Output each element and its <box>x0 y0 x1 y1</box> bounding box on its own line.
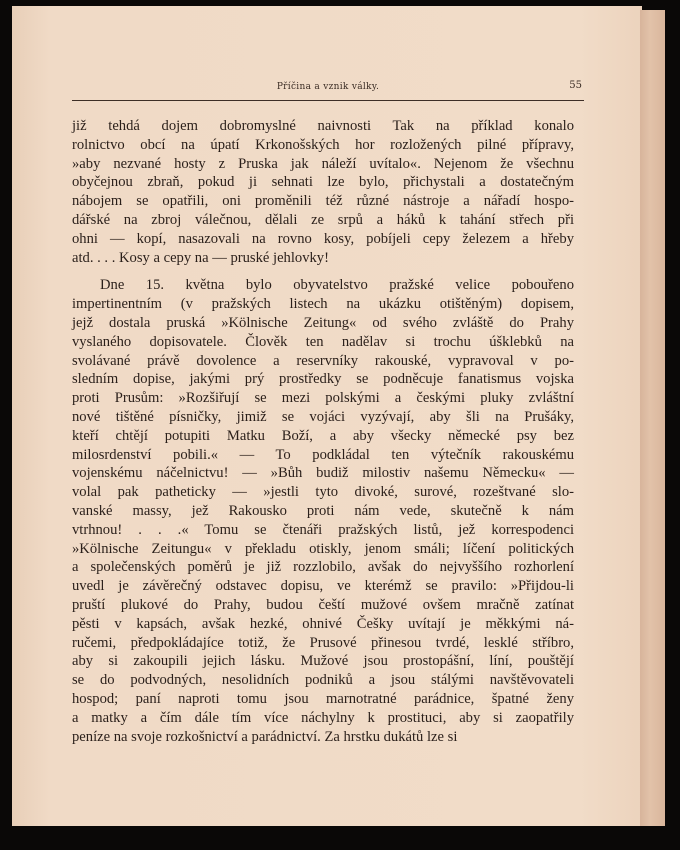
text-line: vojenskému náčelnictvu! — »Bůh budiž milostiv našemu Německu« — <box>72 465 574 482</box>
text-line: atd. . . . Kosy a cepy na — pruské jehlovky! <box>72 249 329 266</box>
text-line: rolnictvo obcí na úpatí Krkonošských hor rozložených pilné přípravy, <box>72 136 574 153</box>
text-line: obyčejnou zbraň, pokud ji sehnati lze bylo, přichystali a dostatečným <box>72 174 574 191</box>
text-line: »Kölnische Zeitungu« v překladu otiskly, jenom smáli; líčení politických <box>72 540 574 557</box>
text-line: milosrdenství pobili.« — To podkládal ten výtečník rakouskému <box>72 446 574 463</box>
text-line: dářské na zbroj válečnou, dělali ze srpů a háků k tahání střech při <box>72 211 574 228</box>
page-number: 55 <box>569 80 582 91</box>
text-line: nové tištěné písničky, jimiž se vojáci vyzývají, aby šli na Prušáky, <box>72 408 574 425</box>
text-line: uvedl je závěrečný odstavec dopisu, ve kterémž se pravilo: »Přijdou-li <box>72 578 574 595</box>
text-line: vyslaného dopisovatele. Člověk ten nadělav si trochu úšklebků na <box>72 333 574 350</box>
text-line: proti Prusům: »Rozšiřují se mezi polskými a českými pluky zvláštní <box>72 390 574 407</box>
text-line: a společenských poměrů je již rozzlobilo, avšak do nejvyššího rozhorlení <box>72 559 574 576</box>
paragraph <box>72 117 574 267</box>
text-line: pěsti v kapsách, avšak hezké, ohnivé Češky uvítají je měkkými ná- <box>72 615 574 632</box>
text-line: kteří chtějí potupiti Matku Boží, a aby všecky německé psy bez <box>72 427 574 444</box>
body-text <box>72 117 574 746</box>
header-rule <box>72 100 584 101</box>
text-line: nábojem se opatřili, oni proměnili též různé nástroje a nářadí hospo- <box>72 193 574 210</box>
text-line: »aby nezvané hosty z Pruska jak náleží uvítalo«. Nejenom že všechnu <box>72 155 574 172</box>
text-line: již tehdá dojem dobromyslné naivnosti Tak na příklad konalo <box>72 118 574 134</box>
text-line: vtrhnou! . . .« Tomu se čtenáři pražských listů, jež korrespodenci <box>72 521 574 538</box>
text-line: se do podvodných, nesolidních podniků a jsou stálými navštěvovateli <box>72 672 574 689</box>
text-line: ohni — kopí, nasazovali na rovno kosy, pobíjeli cepy železem a hřeby <box>72 230 574 247</box>
text-line: a matky a čím dále tím více náchylny k prostituci, aby si zaopatřily <box>72 709 574 726</box>
text-line: Dne 15. května bylo obyvatelstvo pražské velice pobouřeno <box>100 277 574 294</box>
page-edge <box>640 10 665 826</box>
text-line: svolávané právě dovolence a reservníky rakouské, vypravoval v po- <box>72 352 574 369</box>
text-line: jejž dostala pruská »Kölnische Zeitung« od svého zvláště do Prahy <box>72 314 574 331</box>
text-line: sledním dopise, jakými prý prostředky se podněcuje fanatismus vojska <box>72 371 574 388</box>
text-line: pruští plukové do Prahy, budou čeští mužové ovšem mračně zatínat <box>72 596 574 613</box>
text-line: aby si zakoupili jejich lásku. Mužové jsou prostopášní, líní, pouštějí <box>72 653 574 670</box>
text-line: hospod; paní naproti tomu jsou marnotratné parádnice, špatné ženy <box>72 690 574 707</box>
page-header <box>72 80 584 100</box>
text-line: impertinentním (v pražských listech na ukázku otištěným) dopisem, <box>72 296 574 313</box>
text-line: peníze na svoje rozkošnictví a parádnictví. Za hrstku dukátů lze si <box>72 728 458 745</box>
text-line: ručemi, předpokládajíce totiž, že Prusové přinesou tvrdé, lesklé stříbro, <box>72 634 574 651</box>
text-line: vanské massy, jež Rakousko proti nám vede, skutečně k nám <box>72 502 574 519</box>
running-title: Příčina a vznik války. <box>276 82 380 92</box>
paragraph <box>72 276 574 746</box>
text-line: volal pak patheticky — »jestli tyto divoké, surové, rozeštvané slo- <box>72 484 574 501</box>
